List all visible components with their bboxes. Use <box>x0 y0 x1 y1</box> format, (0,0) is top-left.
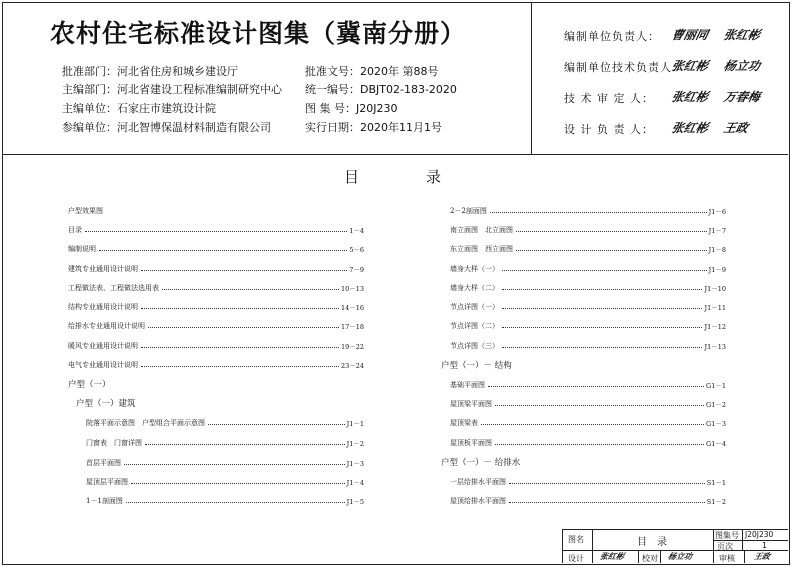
signature: 张红彬 <box>670 90 710 104</box>
title-block <box>562 529 788 563</box>
toc-entry-page: S1－2 <box>706 498 726 506</box>
leader-dots <box>126 502 345 503</box>
leader-dots <box>131 483 345 484</box>
toc-entry[interactable] <box>68 358 364 370</box>
tb-line <box>744 550 745 563</box>
leader-dots <box>516 250 707 251</box>
toc-entry[interactable] <box>450 475 726 487</box>
toc-entry-page: J1－6 <box>708 208 726 216</box>
toc-entry-page: J1－13 <box>704 343 726 351</box>
leader-dots <box>502 289 702 290</box>
toc-section-heading: 户型（一）建筑 <box>76 399 136 409</box>
toc-entry-page: J1－12 <box>704 323 726 331</box>
toc-entry[interactable] <box>68 281 364 293</box>
toc-entry[interactable] <box>450 281 726 293</box>
info-chief-dept: 主编部门：河北省建设工程标准编制研究中心 <box>62 83 282 96</box>
toc-entry[interactable] <box>450 223 726 235</box>
header-divider <box>531 2 532 154</box>
toc-entry[interactable] <box>450 319 726 331</box>
toc-entry-page: G1－3 <box>706 420 726 428</box>
tb-line <box>562 529 563 563</box>
leader-dots <box>495 405 704 406</box>
toc-entry-label: 给排水专业通用设计说明 <box>68 322 145 330</box>
toc-entry[interactable] <box>450 242 726 254</box>
toc-entry-label: 节点详图（一） <box>450 303 499 311</box>
tb-drawing-name-label: 图名 <box>568 535 584 544</box>
toc-entry-label: 目录 <box>68 226 82 234</box>
leader-dots <box>488 386 704 387</box>
leader-dots <box>85 231 347 232</box>
leader-dots <box>145 444 345 445</box>
toc-entry[interactable] <box>450 204 726 216</box>
leader-dots <box>162 289 339 290</box>
toc-entry-label: 屋顶层平面图 <box>86 478 128 486</box>
toc-entry-page: J1－3 <box>346 460 364 468</box>
leader-dots <box>208 424 345 425</box>
toc-entry-label: 节点详图（三） <box>450 342 499 350</box>
toc-entry[interactable] <box>450 416 726 428</box>
toc-entry-page: J1－9 <box>708 266 726 274</box>
tb-review-label: 审核 <box>719 554 735 563</box>
toc-entry-label: 户型效果图 <box>68 207 103 215</box>
toc-entry-label: 东立面图 西立面图 <box>450 245 513 253</box>
toc-entry-page: 7－9 <box>349 266 364 274</box>
signature: 王政 <box>753 551 772 561</box>
toc-entry-label: 屋顶板平面图 <box>450 439 492 447</box>
info-approval-number: 批准文号：2020年 第88号 <box>305 65 439 78</box>
toc-entry-page: J1－2 <box>346 440 364 448</box>
toc-entry-label: 建筑专业通用设计说明 <box>68 265 138 273</box>
leader-dots <box>141 308 339 309</box>
toc-entry-page: 17－18 <box>340 323 364 331</box>
toc-entry-page: J1－1 <box>346 420 364 428</box>
info-unified-number: 统一编号：DBJT02-183-2020 <box>305 83 457 96</box>
toc-entry-label: 编制说明 <box>68 245 96 253</box>
toc-entry-label: 1－1剖面图 <box>86 497 123 505</box>
toc-entry-label: 墙身大样（二） <box>450 284 499 292</box>
signature: 张红彬 <box>599 551 626 561</box>
signature: 杨立功 <box>667 551 694 561</box>
toc-entry-label: 工程做法表、工程做法选用表 <box>68 284 159 292</box>
toc-entry[interactable] <box>450 397 726 409</box>
leader-dots <box>141 347 339 348</box>
toc-entry-label: 首层平面图 <box>86 459 121 467</box>
header-bottom-line <box>2 154 788 155</box>
leader-dots <box>99 250 347 251</box>
toc-entry[interactable] <box>68 204 364 216</box>
toc-entry-label: 结构专业通用设计说明 <box>68 303 138 311</box>
tb-line <box>660 550 661 563</box>
tb-page-label: 页次 <box>717 542 733 551</box>
leader-dots <box>124 464 345 465</box>
tb-line <box>713 529 714 563</box>
leader-dots <box>509 502 705 503</box>
toc-entry[interactable] <box>68 242 364 254</box>
signature: 张红彬 <box>670 121 710 135</box>
toc-entry[interactable] <box>86 416 364 428</box>
toc-entry-label: 基础平面图 <box>450 381 485 389</box>
toc-entry-label: 南立面图 北立面图 <box>450 226 513 234</box>
info-participating-unit: 参编单位：河北智博保温材料制造有限公司 <box>62 121 271 134</box>
signature: 万春梅 <box>722 90 762 104</box>
tb-drawing-name-value: 目 录 <box>637 537 667 548</box>
resp-design-head-label: 设 计 负 责 人： <box>564 123 654 136</box>
toc-entry-label: 屋顶梁表 <box>450 419 478 427</box>
leader-dots <box>495 444 704 445</box>
toc-entry-label: 电气专业通用设计说明 <box>68 361 138 369</box>
toc-entry-page: J1－4 <box>346 479 364 487</box>
toc-title-right: 录 <box>426 168 442 186</box>
toc-entry-page: S1－1 <box>706 479 726 487</box>
toc-entry-page: 14－16 <box>340 304 364 312</box>
leader-dots <box>509 483 705 484</box>
toc-entry-page: G1－1 <box>706 382 726 390</box>
toc-section-heading: 户型（一）－ 结构 <box>441 361 512 371</box>
toc-entry-page: 10－13 <box>340 285 364 293</box>
tb-design-label: 设计 <box>568 554 584 563</box>
toc-entry[interactable] <box>68 319 364 331</box>
toc-entry-label: 暖风专业通用设计说明 <box>68 342 138 350</box>
signature: 王政 <box>722 121 750 135</box>
toc-entry-label: 墙身大样（一） <box>450 265 499 273</box>
toc-entry-page: J1－11 <box>704 304 726 312</box>
tb-atlas-number-label: 图集号 <box>715 531 739 540</box>
tb-atlas-number-value: J20J230 <box>745 530 774 539</box>
toc-entry-page: J1－5 <box>346 498 364 506</box>
toc-entry-page: 23－24 <box>340 362 364 370</box>
toc-entry[interactable] <box>68 262 364 274</box>
toc-section-heading: 户型（一）－ 给排水 <box>441 458 521 468</box>
toc-entry-page: G1－4 <box>706 440 726 448</box>
toc-entry[interactable] <box>450 339 726 351</box>
toc-entry[interactable] <box>450 378 726 390</box>
toc-entry[interactable] <box>450 262 726 274</box>
toc-entry-label: 节点详图（二） <box>450 322 499 330</box>
info-approval-dept: 批准部门：河北省住房和城乡建设厅 <box>62 65 238 78</box>
toc-entry[interactable] <box>68 300 364 312</box>
atlas-title: 农村住宅标准设计图集（冀南分册） <box>50 19 467 48</box>
toc-entry[interactable] <box>68 339 364 351</box>
toc-entry-label: 2－2剖面图 <box>450 207 487 215</box>
toc-entry[interactable] <box>86 436 364 448</box>
leader-dots <box>148 327 339 328</box>
toc-entry-page: J1－10 <box>704 285 726 293</box>
leader-dots <box>502 327 702 328</box>
toc-entry-label: 屋顶给排水平面图 <box>450 497 506 505</box>
leader-dots <box>516 231 707 232</box>
tb-line <box>638 550 639 563</box>
tb-line <box>742 529 743 550</box>
leader-dots <box>490 212 707 213</box>
resp-unit-head-label: 编制单位负责人： <box>564 30 660 43</box>
toc-entry-page: G1－2 <box>706 401 726 409</box>
toc-title-left: 目 <box>344 168 360 186</box>
leader-dots <box>502 270 707 271</box>
resp-tech-head-label: 编制单位技术负责人： <box>564 61 684 74</box>
info-effective-date: 实行日期：2020年11月1号 <box>305 121 442 134</box>
toc-entry-label: 一层给排水平面图 <box>450 478 506 486</box>
toc-entry[interactable] <box>450 300 726 312</box>
tb-page-value: 1 <box>762 541 768 550</box>
toc-entry[interactable] <box>450 436 726 448</box>
resp-tech-review-label: 技 术 审 定 人： <box>564 92 654 105</box>
toc-entry[interactable] <box>86 456 364 468</box>
info-atlas-number: 图 集 号：J20J230 <box>305 102 398 115</box>
toc-entry-page: 19－22 <box>340 343 364 351</box>
toc-entry-label: 门窗表 门窗详图 <box>86 439 142 447</box>
toc-entry[interactable] <box>450 494 726 506</box>
leader-dots <box>141 270 347 271</box>
toc-entry-page: 5－6 <box>349 246 364 254</box>
signature: 杨立功 <box>722 59 762 73</box>
toc-entry[interactable] <box>86 494 364 506</box>
toc-entry[interactable] <box>86 475 364 487</box>
signature: 曹丽同 <box>670 28 710 42</box>
toc-entry-page: J1－7 <box>708 227 726 235</box>
signature: 张红彬 <box>670 59 710 73</box>
leader-dots <box>502 308 702 309</box>
toc-entry-label: 屋顶梁平面图 <box>450 400 492 408</box>
toc-entry-page: J1－8 <box>708 246 726 254</box>
tb-line <box>592 529 593 563</box>
tb-proofread-label: 校对 <box>642 554 658 563</box>
toc-section-heading: 户型（一） <box>68 380 111 390</box>
toc-entry-page: 1－4 <box>349 227 364 235</box>
toc-entry[interactable] <box>68 223 364 235</box>
leader-dots <box>502 347 702 348</box>
toc-entry-label: 院落平面示意图 户型组合平面示意图 <box>86 419 205 427</box>
signature: 张红彬 <box>722 28 762 42</box>
info-chief-unit: 主编单位：石家庄市建筑设计院 <box>62 102 216 115</box>
leader-dots <box>141 366 339 367</box>
leader-dots <box>481 424 704 425</box>
